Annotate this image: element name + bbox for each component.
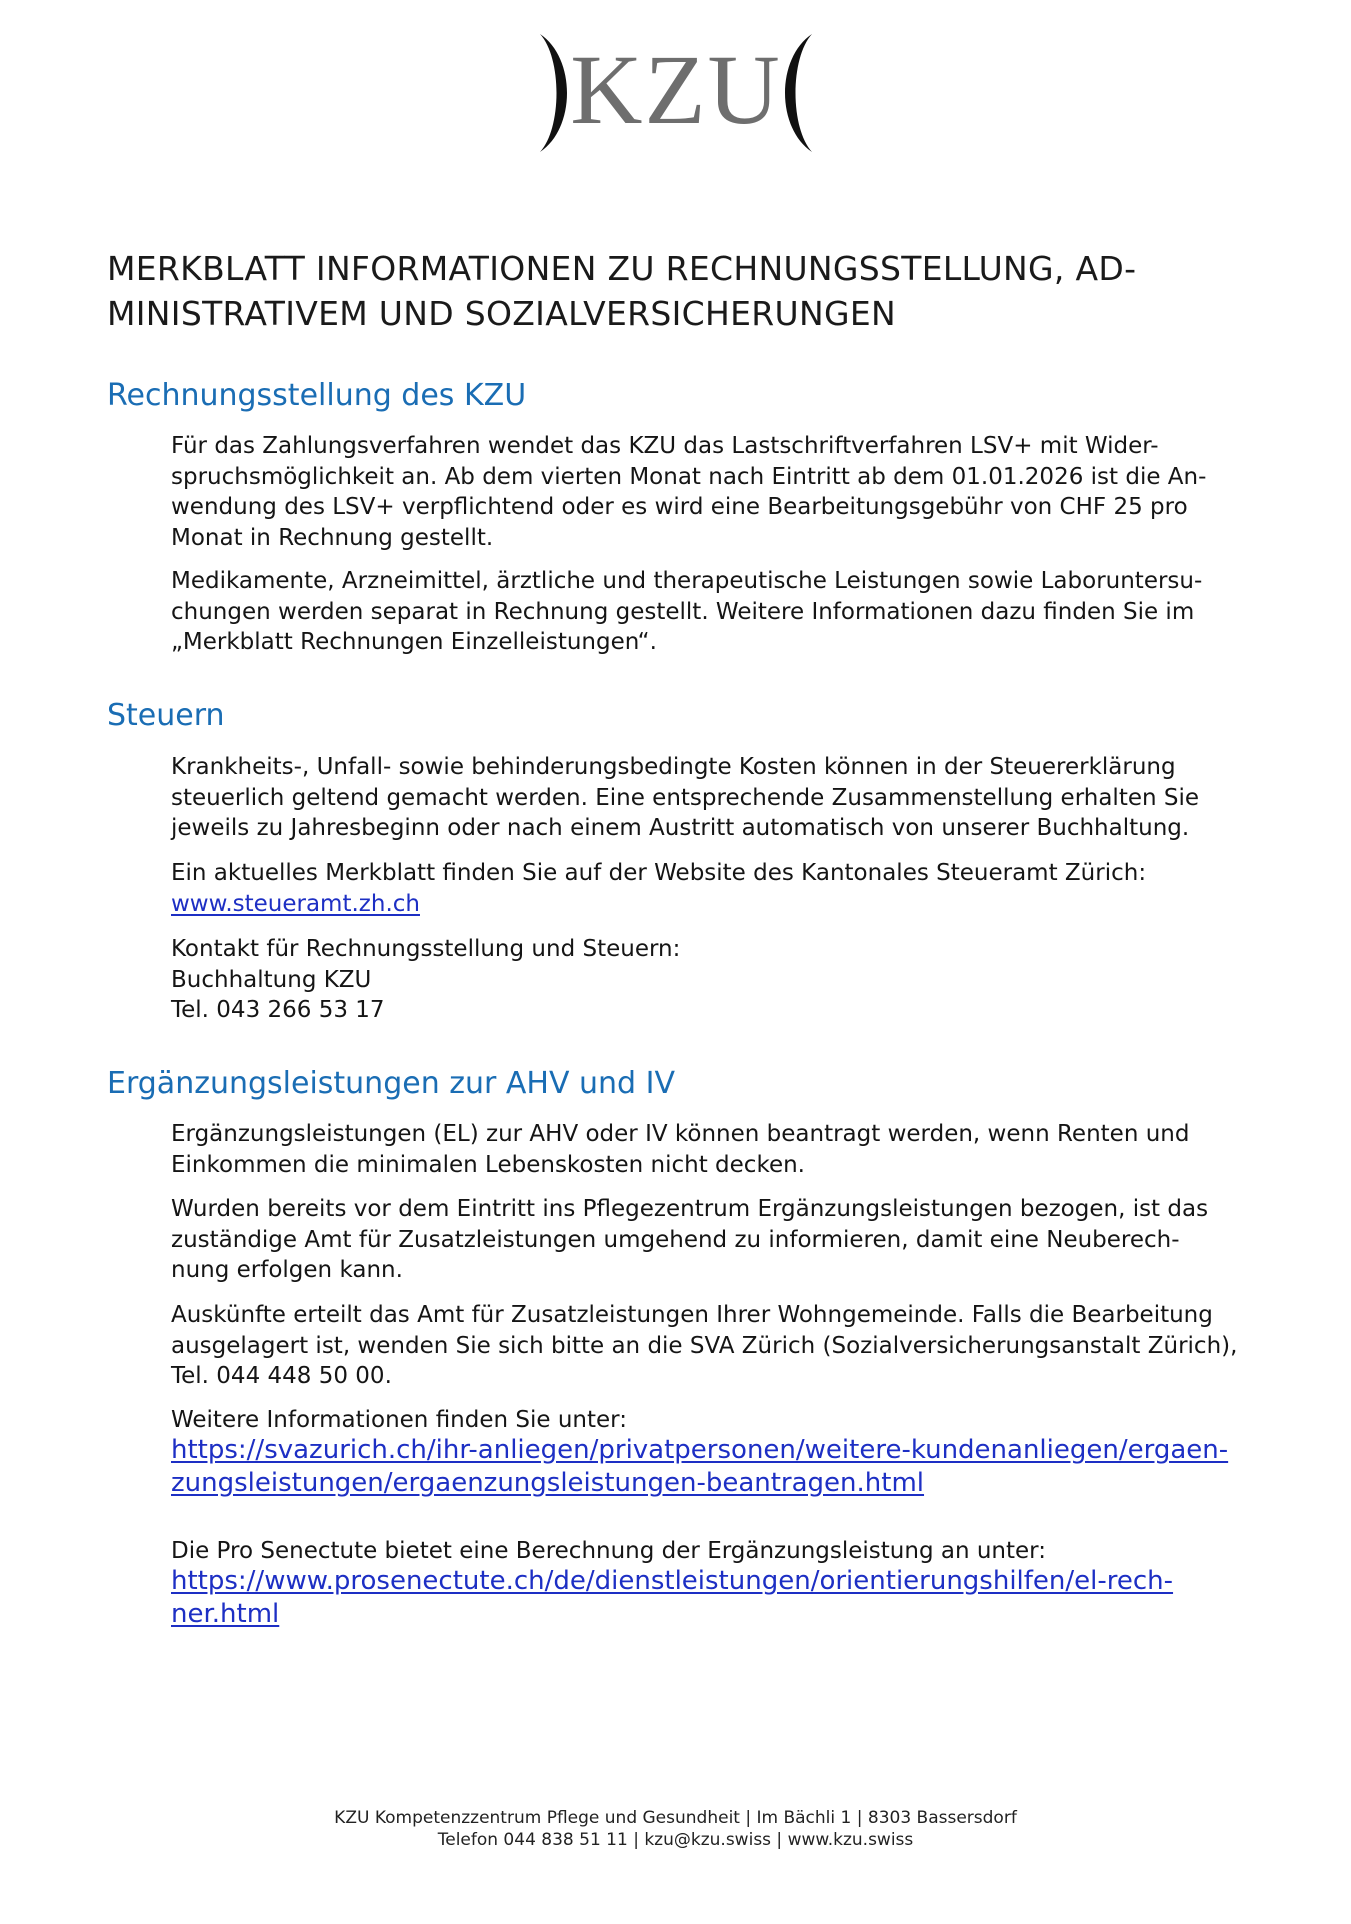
heading-ergaenzungsleistungen: Ergänzungsleistungen zur AHV und IV xyxy=(107,1066,675,1101)
svg-text:KZU: KZU xyxy=(569,34,782,145)
paragraph-el-auskuenfte: Auskünfte erteilt das Amt für Zusatzleistungen Ihrer Wohngemeinde. Falls die Bearbeitung ausgelagert ist, wenden Sie sich bitte an die SVA Zürich (Sozialversicherungsanstalt Zürich), Tel. 044 448 50 00. xyxy=(171,1302,1238,1389)
document-title-line: MERKBLATT INFORMATIONEN ZU RECHNUNGSSTELLUNG, AD- xyxy=(107,249,1137,288)
link-prosenectute[interactable]: https://www.prosenectute.ch/de/dienstleistungen/orientierungshilfen/el-rech- ner.html xyxy=(171,1566,1174,1629)
kzu-logo-mark xyxy=(526,28,826,158)
paragraph-el-eintritt: Wurden bereits vor dem Eintritt ins Pflegezentrum Ergänzungsleistungen bezogen, ist das zuständige Amt für Zusatzleistungen umgehend zu informieren, damit eine Neuberech- nung erfolgen kann. xyxy=(171,1196,1209,1283)
document-title-line: MINISTRATIVEM UND SOZIALVERSICHERUNGEN xyxy=(107,294,896,333)
heading-steuern: Steuern xyxy=(107,698,225,733)
paragraph-pro-senectute: Die Pro Senectute bietet eine Berechnung der Ergänzungsleistung an unter: xyxy=(171,1538,1046,1564)
link-steueramt[interactable]: www.steueramt.zh.ch xyxy=(171,890,420,917)
paragraph-medikamente: Medikamente, Arzneimittel, ärztliche und therapeutische Leistungen sowie Laboruntersu- chungen werden separat in Rechnung gestellt. Weitere Informationen dazu finden Sie im „Merkblatt Rechnungen Einzelleistungen“. xyxy=(171,568,1203,655)
heading-rechnungsstellung: Rechnungsstellung des KZU xyxy=(107,378,527,413)
link-svazurich[interactable]: https://svazurich.ch/ihr-anliegen/privatpersonen/weitere-kundenanliegen/ergaen- zungsleistungen/ergaenzungsleistungen-beantragen.html xyxy=(171,1435,1229,1498)
document-title xyxy=(107,246,1267,336)
paragraph-weitere-informationen: Weitere Informationen finden Sie unter: xyxy=(171,1407,627,1433)
page-footer xyxy=(0,1807,1351,1851)
paragraph-merkblatt-steueramt: Ein aktuelles Merkblatt finden Sie auf der Website des Kantonales Steueramt Zürich: www.steueramt.zh.ch xyxy=(171,860,1147,917)
paragraph-el-intro: Ergänzungsleistungen (EL) zur AHV oder IV können beantragt werden, wenn Renten und Einkommen die minimalen Lebenskosten nicht decken. xyxy=(171,1121,1190,1178)
footer-contact: Telefon 044 838 51 11 | kzu@kzu.swiss | www.kzu.swiss xyxy=(437,1830,914,1850)
contact-block: Kontakt für Rechnungsstellung und Steuern: Buchhaltung KZU Tel. 043 266 53 17 xyxy=(171,936,681,1023)
kzu-logo xyxy=(0,28,1351,158)
footer-address: KZU Kompetenzzentrum Pflege und Gesundheit | Im Bächli 1 | 8303 Bassersdorf xyxy=(334,1808,1017,1828)
paragraph-zahlungsverfahren: Für das Zahlungsverfahren wendet das KZU das Lastschriftverfahren LSV+ mit Wider- spruchsmöglichkeit an. Ab dem vierten Monat nach Eintritt ab dem 01.01.2026 ist die An- wendung des LSV+ verpflichtend oder es wird eine Bearbeitungsgebühr von CHF 25 pro Monat in Rechnung gestellt. xyxy=(171,433,1207,551)
paragraph-steuern: Krankheits-, Unfall- sowie behinderungsbedingte Kosten können in der Steuererklärung steuerlich geltend gemacht werden. Eine entsprechende Zusammenstellung erhalten Sie jeweils zu Jahresbeginn oder nach einem Austritt automatisch von unserer Buchhaltung. xyxy=(171,754,1200,841)
